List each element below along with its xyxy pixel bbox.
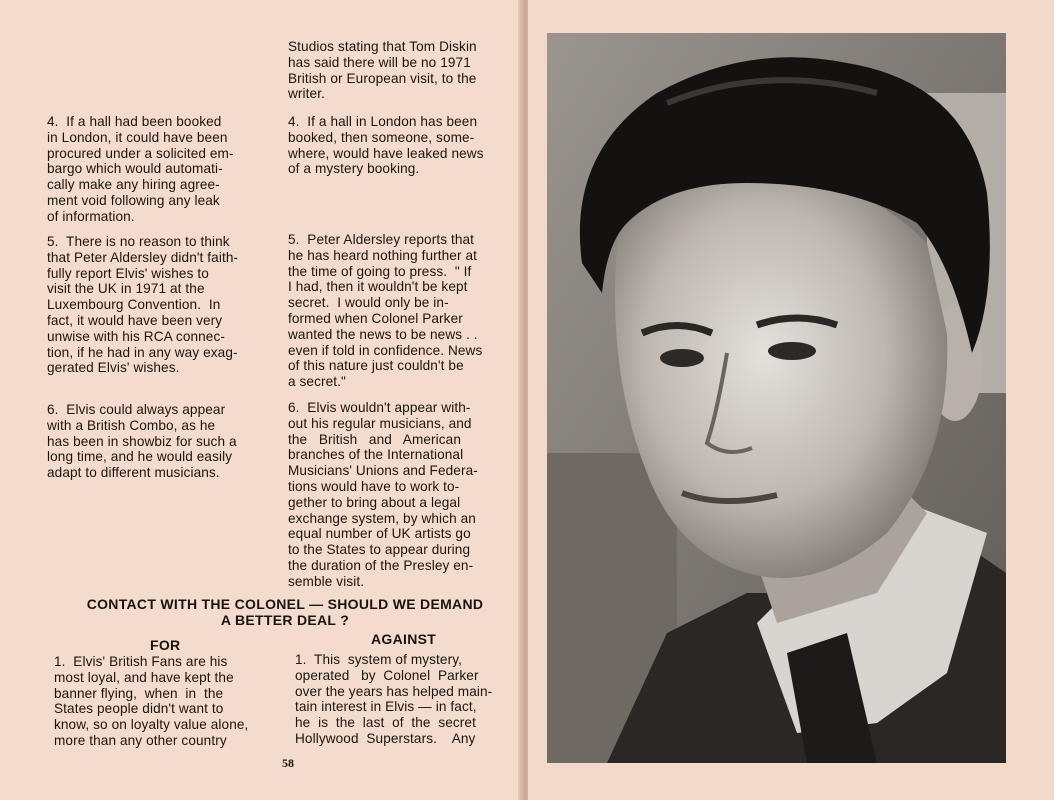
point-4-against: 4. If a hall in London has been booked, then someone, some- where, would have leaked news of a mystery booking. <box>288 114 484 177</box>
point-4-for: 4. If a hall had been booked in London, it could have been procured under a solicited em- bargo which would automati- cally make any hiring agree- ment void following any leak of information. <box>47 114 234 224</box>
portrait-photo <box>547 33 1006 763</box>
left-page <box>0 0 522 800</box>
point-5-for: 5. There is no reason to think that Peter Aldersley didn't faith- fully report Elvis' wishes to visit the UK in 1971 at the Luxembourg Convention. In fact, it would have been very unwise with his RCA connec- tion, if he had in any way exag- gerated Elvis' wishes. <box>47 234 239 376</box>
for-label: FOR <box>150 637 181 653</box>
point-6-for: 6. Elvis could always appear with a British Combo, as he has been in showbiz for such a long time, and he would easily adapt to different musicians. <box>47 402 237 481</box>
section-heading: CONTACT WITH THE COLONEL — SHOULD WE DEMAND A BETTER DEAL ? <box>86 596 484 628</box>
section-1-for: 1. Elvis' British Fans are his most loyal, and have kept the banner flying, when in the States people didn't want to know, so on loyalty value alone, more than any other country <box>54 654 249 748</box>
page-number: 58 <box>282 756 294 770</box>
point-5-against: 5. Peter Aldersley reports that he has heard nothing further at the time of going to press. " If I had, then it wouldn't be kept secret. I would only be in- formed when Colonel Parker wanted the news to be news . . even if told in confidence. News of this nature just couldn't be a secret." <box>288 232 483 390</box>
against-label: AGAINST <box>371 631 437 647</box>
portrait-illustration <box>547 33 1006 763</box>
point-6-against: 6. Elvis wouldn't appear with- out his regular musicians, and the British and American branches of the International Musicians' Unions and Federa- tions would have to work to- gether to bring about a legal exchange system, by which an equal number of UK artists go to the States to appear during the duration of the Presley en- semble visit. <box>288 400 478 589</box>
section-1-against: 1. This system of mystery, operated by Colonel Parker over the years has helped main- tain interest in Elvis — in fact, he is the last of the secret Hollywood Superstars. Any <box>295 652 493 746</box>
intro-continuation: Studios stating that Tom Diskin has said there will be no 1971 British or European visit, to the writer. <box>288 39 477 102</box>
